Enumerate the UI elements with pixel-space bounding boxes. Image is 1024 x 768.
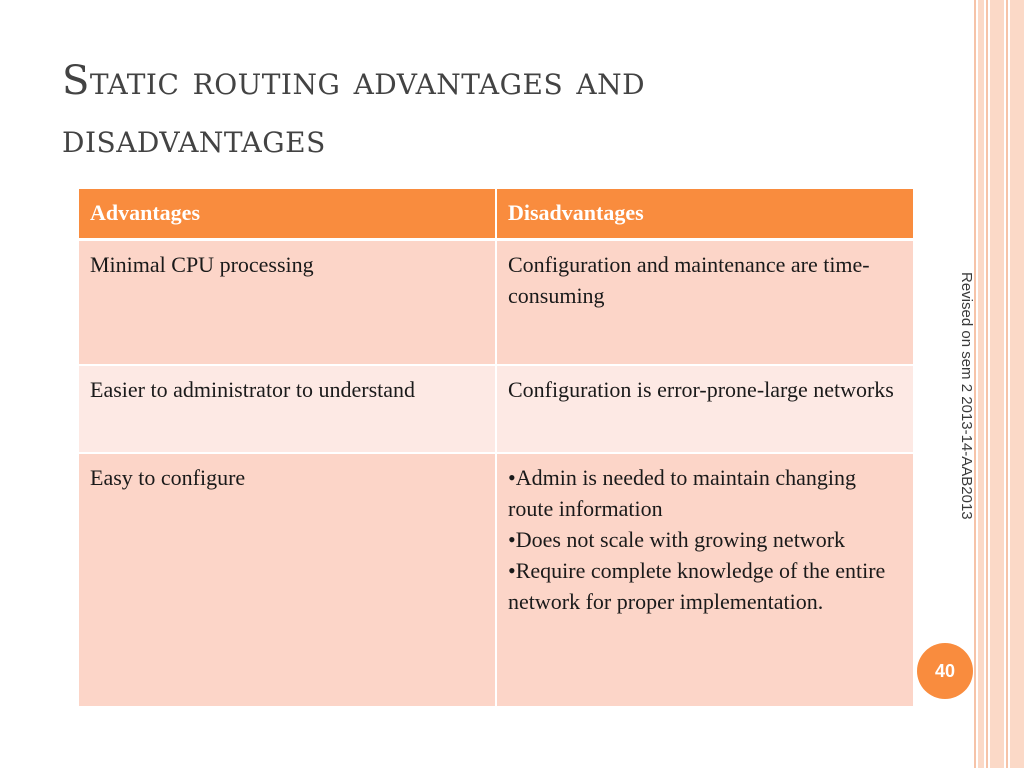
- disadvantage-bullet: •Require complete knowledge of the entire network for proper implementation.: [508, 558, 886, 614]
- disadvantage-cell: [496, 453, 914, 707]
- disadvantage-line: Configuration is error-prone-large networks: [508, 377, 894, 402]
- table-header-row: [78, 188, 914, 240]
- stripe: [986, 0, 988, 768]
- header-advantages: Advantages: [78, 188, 496, 240]
- page-number: 40: [934, 660, 956, 681]
- comparison-table: [77, 187, 915, 708]
- disadvantage-line: Configuration and maintenance are time-consuming: [508, 252, 870, 308]
- stripe: [1006, 0, 1008, 768]
- disadvantage-cell: [496, 240, 914, 366]
- header-disadvantages: Disadvantages: [496, 188, 914, 240]
- disadvantage-bullet: •Admin is needed to maintain changing route information: [508, 465, 857, 521]
- decorative-stripes: [974, 0, 1024, 768]
- disadvantage-cell: [496, 365, 914, 453]
- table-row: [78, 453, 914, 707]
- revision-note: Revised on sem 2 2013-14-AAB2013: [958, 272, 975, 520]
- advantage-cell: Easier to administrator to understand: [78, 365, 496, 453]
- disadvantage-bullet: •Does not scale with growing network: [508, 527, 846, 552]
- stripe: [978, 0, 984, 768]
- slide-title: Static routing advantages and disadvantages: [62, 58, 646, 162]
- stripe: [1010, 0, 1024, 768]
- stripe: [990, 0, 1004, 768]
- page-number-badge: [917, 643, 973, 699]
- table-row: [78, 365, 914, 453]
- comparison-table-wrapper: [77, 187, 913, 708]
- advantage-cell: Minimal CPU processing: [78, 240, 496, 366]
- advantage-cell: Easy to configure: [78, 453, 496, 707]
- table-row: [78, 240, 914, 366]
